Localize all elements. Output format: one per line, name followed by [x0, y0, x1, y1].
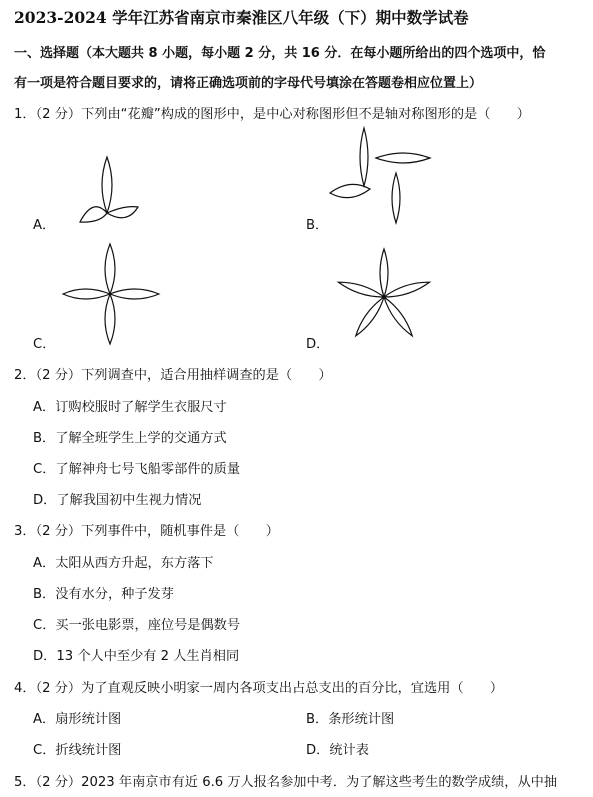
petal-figure-d [330, 245, 440, 345]
q1-option-b-label: B． [306, 218, 329, 233]
q3-option-b: B．没有水分，种子发芽 [33, 587, 174, 602]
q4-option-d: D．统计表 [306, 743, 369, 758]
q2-option-c: C．了解神舟七号飞船零部件的质量 [33, 462, 241, 477]
section-heading-line2: 有一项是符合题目要求的，请将正确选项前的字母代号填涂在答题卷相应位置上） [14, 76, 483, 91]
q2-option-d: D．了解我国初中生视力情况 [33, 493, 202, 508]
question-1-stem: 1．（2 分）下列由“花瓣”构成的图形中，是中心对称图形但不是轴对称图形的是（ ） [14, 107, 530, 122]
petal-figure-c [83, 244, 173, 344]
q4-option-b: B．条形统计图 [306, 712, 395, 727]
question-5-stem: 5．（2 分）2023 年南京市有近 6.6 万人报名参加中考．为了解这些考生的数学成绩，从中抽 [14, 775, 558, 790]
q2-option-b: B．了解全班学生上学的交通方式 [33, 431, 227, 446]
q2-option-a: A．订购校服时了解学生衣服尺寸 [33, 400, 227, 415]
q1-option-c-label: C． [33, 337, 56, 352]
q3-option-c: C．买一张电影票，座位号是偶数号 [33, 618, 241, 633]
q4-option-c: C．折线统计图 [33, 743, 122, 758]
petal-figure-b [330, 128, 440, 228]
q3-option-a: A．太阳从西方升起，东方落下 [33, 556, 214, 571]
petal-figure-a [80, 155, 160, 230]
exam-title: 2023-2024 学年江苏省南京市秦淮区八年级（下）期中数学试卷 [14, 8, 469, 27]
q4-option-a: A．扇形统计图 [33, 712, 122, 727]
question-2-stem: 2．（2 分）下列调查中，适合用抽样调查的是（ ） [14, 368, 332, 383]
question-3-stem: 3．（2 分）下列事件中，随机事件是（ ） [14, 524, 279, 539]
q1-option-d-label: D． [306, 337, 330, 352]
question-4-stem: 4．（2 分）为了直观反映小明家一周内各项支出占总支出的百分比，宜选用（ ） [14, 681, 504, 696]
section-heading-line1: 一、选择题（本大题共 8 小题，每小题 2 分，共 16 分．在每小题所给出的四个选项中，恰 [14, 46, 546, 61]
q1-option-a-label: A． [33, 218, 56, 233]
q3-option-d: D．13 个人中至少有 2 人生肖相同 [33, 649, 240, 664]
